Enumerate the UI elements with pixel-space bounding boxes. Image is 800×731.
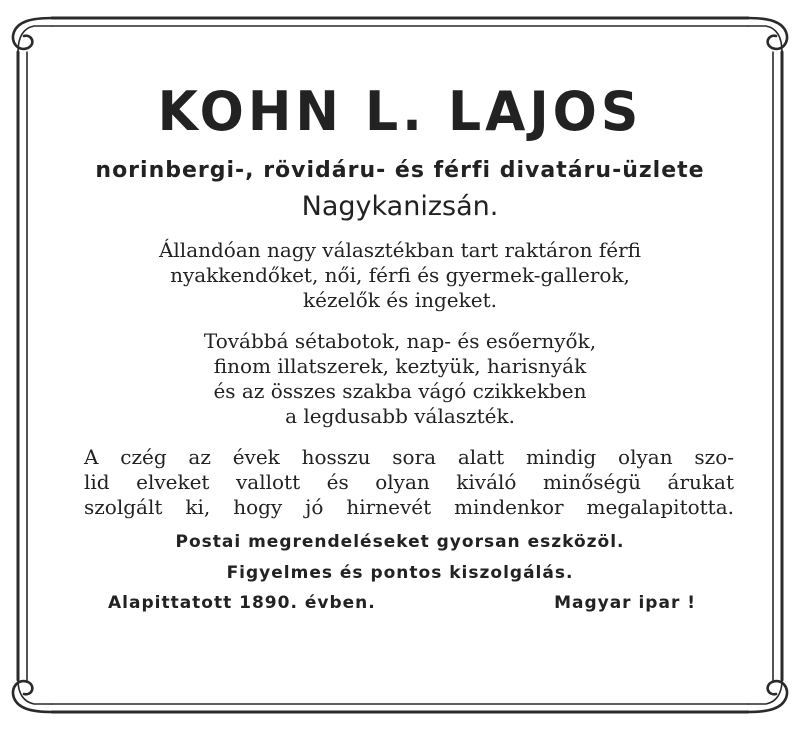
city-name: Nagykanizsán. [301,191,499,222]
paragraph-assortment [60,329,740,429]
paragraph-stock [60,238,740,313]
advertisement [60,70,740,613]
paragraph-line: Továbbá sétabotok, nap- és esőernyők, [203,329,597,353]
postal-orders-line: Postai megrendeléseket gyorsan eszközöl. [175,532,625,552]
business-description: norinbergi-, rövidáru- és férfi divatáru-üzlete [95,158,705,183]
paragraph-line: finom illatszerek, keztyük, harisnyák [213,354,587,378]
paragraph-line: lid elveket vallott és olyan kiváló minőségü árukat [84,470,734,494]
founded-year: Alapittatott 1890. évben. [108,593,376,613]
paragraph-line: a legdusabb választék. [285,404,515,428]
paragraph-line: A czég az évek hosszu sora alatt mindig olyan szo- [84,445,734,469]
slogan: Magyar ipar ! [554,593,696,613]
paragraph-reputation [60,445,740,520]
paragraph-line: nyakkendőket, női, férfi és gyermek-gallerok, [170,263,630,287]
paragraph-line: Állandóan nagy választékban tart raktáron férfi [158,238,642,262]
business-name: KOHN L. LAJOS [157,80,643,144]
service-line: Figyelmes és pontos kiszolgálás. [226,563,574,583]
footer-row [60,593,740,613]
paragraph-line: szolgált ki, hogy jó hirnevét mindenkor megalapitotta. [84,495,734,519]
paragraph-line: és az összes szakba vágó czikkekben [213,379,587,403]
paragraph-line: kézelők és ingeket. [303,288,497,312]
